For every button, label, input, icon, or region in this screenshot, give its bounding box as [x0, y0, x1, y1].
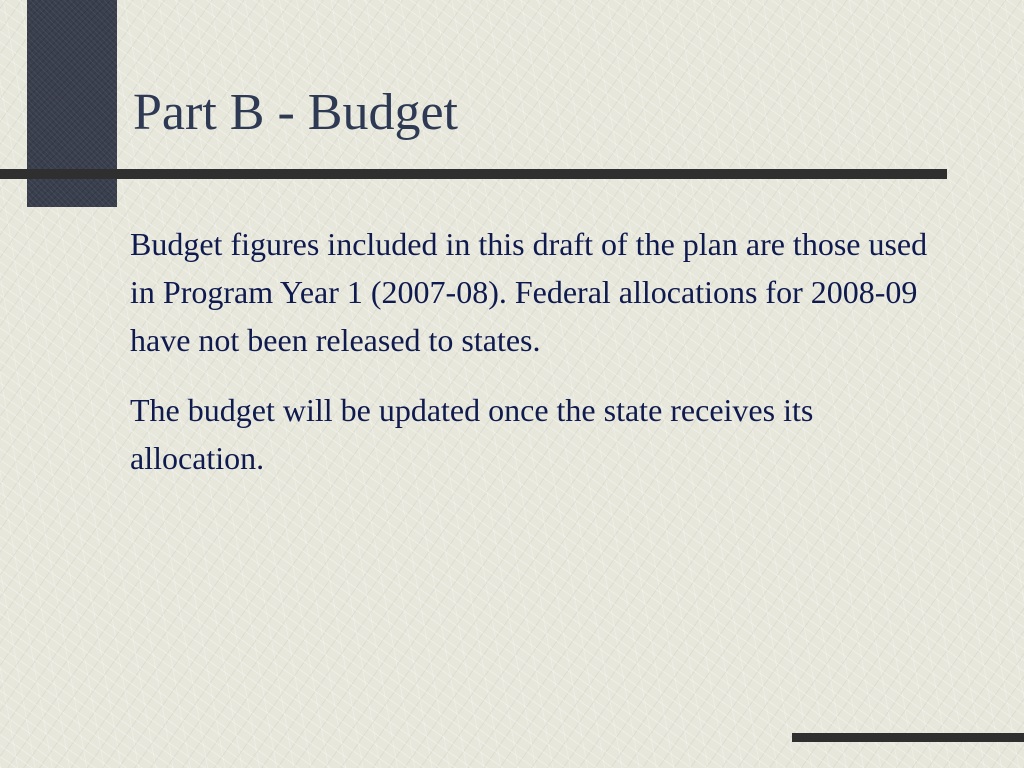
- body-paragraph-2: The budget will be updated once the state receives its allocation.: [130, 392, 814, 476]
- title-rule: [0, 169, 947, 179]
- body-paragraph-1: Budget figures included in this draft of the plan are those used in Program Year 1 (2007-08). Federal allocations for 2008-09 have not been released to states.: [130, 226, 928, 358]
- slide-title: Part B - Budget: [133, 84, 458, 141]
- bottom-rule: [792, 733, 1024, 742]
- slide-body: [130, 220, 950, 504]
